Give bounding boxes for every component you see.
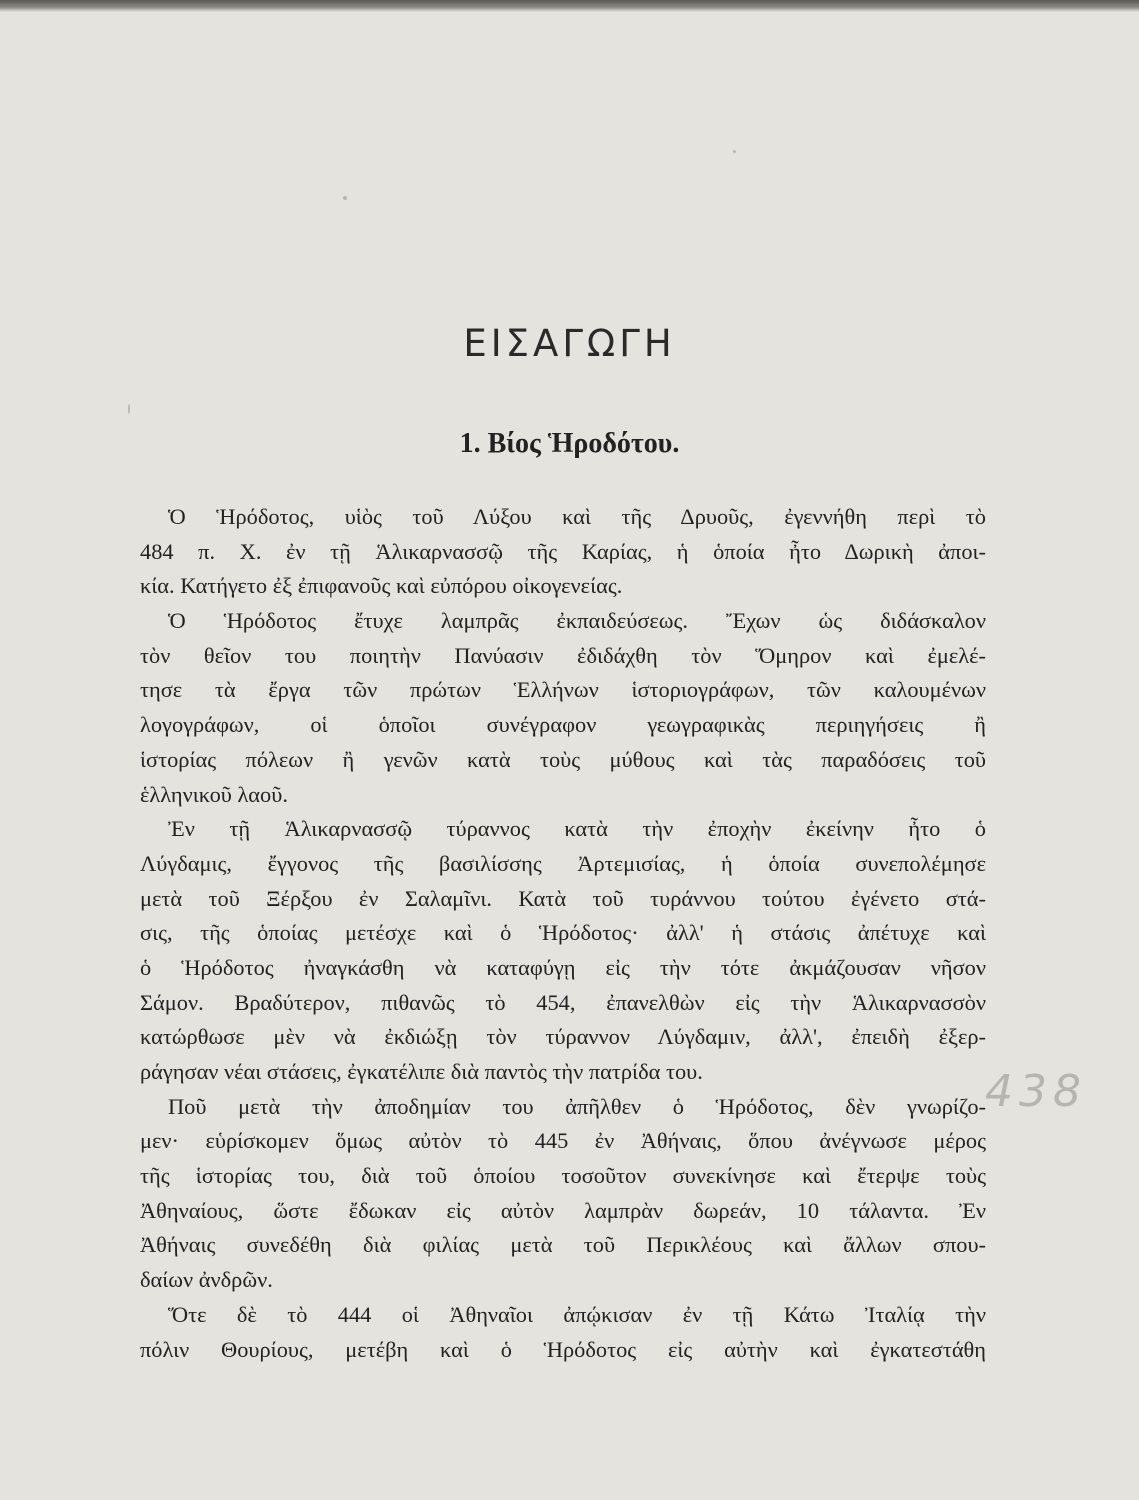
text-line: λογογράφων, οἱ ὁποῖοι συνέγραφον γεωγραφικὰς περιηγήσεις ἢ [140,712,986,738]
section-heading: 1. Βίος Ἡροδότου. [459,428,680,459]
text-line: τησε τὰ ἔργα τῶν πρώτων Ἑλλήνων ἱστοριογράφων, τῶν καλουμένων [140,677,986,703]
text-line: κατώρθωσε μὲν νὰ ἐκδιώξῃ τὸν τύραννον Λύγδαμιν, ἀλλ', ἐπειδὴ ἐξερ- [140,1024,986,1050]
text-line: Λύγδαμις, ἔγγονος τῆς βασιλίσσης Ἀρτεμισίας, ἡ ὁποία συνεπολέμησε [140,850,986,876]
text-line: Ὁ Ἡρόδοτος, υἱὸς τοῦ Λύξου καὶ τῆς Δρυοῦς, ἐγεννήθη περὶ τὸ [168,504,986,529]
text-line: Ἀθηναίους, ὥστε ἔδωκαν εἰς αὐτὸν λαμπρὰν δωρεάν, 10 τάλαντα. Ἐν [140,1197,986,1223]
text-line: Ἐν τῇ Ἁλικαρνασσῷ τύραννος κατὰ τὴν ἐποχὴν ἐκείνην ἦτο ὁ [168,816,986,842]
text-line: ράγησαν νέαι στάσεις, ἐγκατέλιπε διὰ παντὸς τὴν πατρίδα του. [140,1059,703,1084]
text-line: Ὅτε δὲ τὸ 444 οἱ Ἀθηναῖοι ἀπῴκισαν ἐν τῇ Κάτω Ἰταλίᾳ τὴν [168,1301,986,1327]
text-line: ὁ Ἡρόδοτος ἠναγκάσθη νὰ καταφύγῃ εἰς τὴν τότε ἀκμάζουσαν νῆσον [140,954,986,980]
text-line: Ποῦ μετὰ τὴν ἀποδημίαν του ἀπῆλθεν ὁ Ἡρόδοτος, δὲν γνωρίζο- [168,1093,986,1119]
text-line: τῆς ἱστορίας του, διὰ τοῦ ὁποίου τοσοῦτον συνεκίνησε καὶ ἔτερψε τοὺς [140,1163,986,1189]
body-text [140,500,986,1367]
text-line: Σάμον. Βραδύτερον, πιθανῶς τὸ 454, ἐπανελθὼν εἰς τὴν Ἁλικαρνασσὸν [140,989,986,1015]
text-line: Ὁ Ἡρόδοτος ἔτυχε λαμπρᾶς ἐκπαιδεύσεως. Ἔχων ὡς διδάσκαλον [168,608,986,634]
page-title: ΕΙΣΑΓΩΓΗ [463,322,676,365]
text-line: δαίων ἀνδρῶν. [140,1267,273,1293]
text-line: 484 π. Χ. ἐν τῇ Ἁλικαρνασσῷ τῆς Καρίας, ἡ ὁποία ἦτο Δωρικὴ ἀποι- [140,538,986,564]
text-line: Ἀθήναις συνεδέθη διὰ φιλίας μετὰ τοῦ Περικλέους καὶ ἄλλων σπου- [140,1232,986,1258]
scan-speck [733,150,736,153]
text-line: πόλιν Θουρίους, μετέβη καὶ ὁ Ἡρόδοτος εἰς αὐτὴν καὶ ἐγκατεστάθη [140,1336,986,1362]
margin-note: 438 [985,1066,1087,1117]
scan-speck [343,196,347,200]
scan-speck [128,404,130,414]
text-line: τὸν θεῖον του ποιητὴν Πανύασιν ἐδιδάχθη τὸν Ὅμηρον καὶ ἐμελέ- [140,642,986,668]
text-line: κία. Κατήγετο ἐξ ἐπιφανοῦς καὶ εὐπόρου οἰκογενείας. [140,573,623,599]
scan-top-edge [0,0,1139,12]
text-line: μεν· εὑρίσκομεν ὅμως αὐτὸν τὸ 445 ἐν Ἀθήναις, ὅπου ἀνέγνωσε μέρος [140,1128,986,1154]
text-line: ἱστορίας πόλεων ἢ γενῶν κατὰ τοὺς μύθους καὶ τὰς παραδόσεις τοῦ [140,746,986,772]
text-line: ἑλληνικοῦ λαοῦ. [140,781,288,807]
text-line: σις, τῆς ὁποίας μετέσχε καὶ ὁ Ἡρόδοτος· ἀλλ' ἡ στάσις ἀπέτυχε καὶ [140,920,986,946]
text-line: μετὰ τοῦ Ξέρξου ἐν Σαλαμῖνι. Κατὰ τοῦ τυράννου τούτου ἐγένετο στά- [140,885,986,911]
